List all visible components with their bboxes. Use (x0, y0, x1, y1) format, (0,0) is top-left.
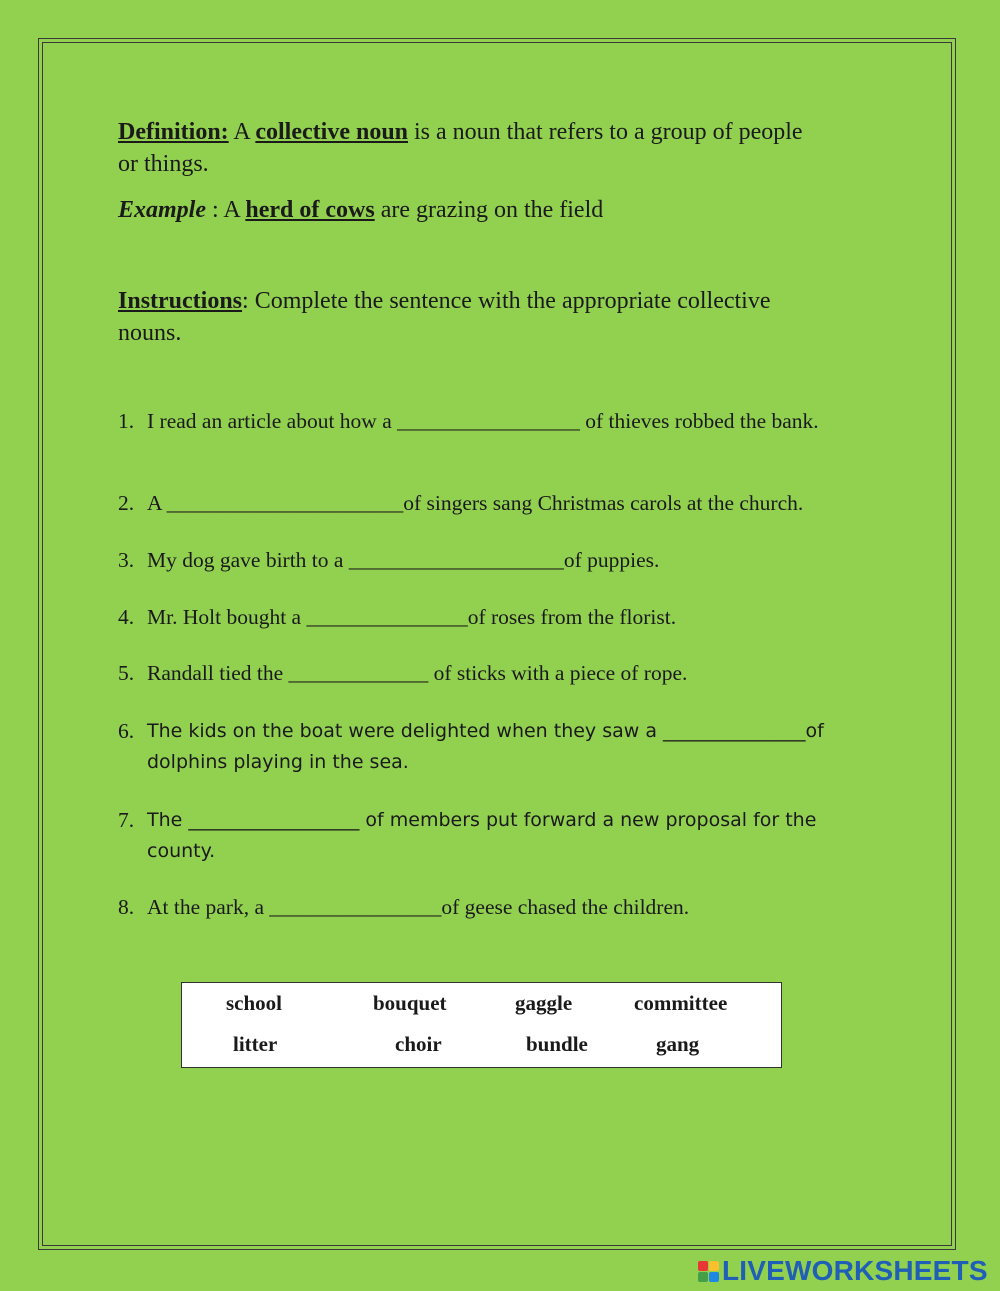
question-3 (118, 545, 888, 576)
definition-label: Definition: (118, 119, 229, 145)
question-number: 8. (118, 895, 135, 919)
definition-text: is a noun that refers to a group of people (408, 119, 803, 145)
word-bouquet: bouquet (373, 991, 447, 1015)
question-text[interactable]: Randall tied the _____________ of sticks with a piece of rope. (147, 661, 688, 685)
instructions-label: Instructions (118, 288, 243, 314)
word-school: school (226, 991, 283, 1015)
question-text[interactable] (147, 805, 888, 867)
word-bundle: bundle (526, 1032, 588, 1056)
question-text[interactable]: Mr. Holt bought a _______________of roses from the florist. (147, 605, 677, 629)
question-text[interactable]: A ______________________of singers sang Christmas carols at the church. (147, 491, 804, 515)
liveworksheets-logo[interactable] (698, 1256, 988, 1286)
word-gaggle: gaggle (515, 991, 573, 1015)
question-text[interactable]: I read an article about how a _________________ of thieves robbed the bank. (147, 409, 819, 433)
logo-mark-tile (698, 1261, 708, 1271)
example-pre: : A (206, 197, 246, 223)
logo-text: LIVEWORKSHEETS (722, 1255, 988, 1286)
instructions-text: : Complete the sentence with the appropriate collective (242, 288, 771, 314)
logo-mark-tile (709, 1261, 719, 1271)
question-number: 1. (118, 409, 135, 433)
question-6 (118, 716, 888, 778)
question-text-line2: dolphins playing in the sea. (147, 751, 409, 773)
question-text[interactable]: My dog gave birth to a ____________________of puppies. (147, 548, 660, 572)
logo-mark-icon (698, 1261, 719, 1282)
question-8 (118, 892, 888, 923)
example-rest: are grazing on the field (374, 197, 604, 223)
question-number: 2. (118, 491, 135, 515)
question-text-line1: The kids on the boat were delighted when they saw a _______________of (147, 720, 824, 742)
question-number: 3. (118, 548, 135, 572)
logo-mark-tile (709, 1272, 719, 1282)
question-text-line2: county. (147, 840, 216, 862)
word-committee: committee (634, 991, 728, 1015)
word-gang: gang (656, 1032, 700, 1056)
question-2 (118, 488, 888, 519)
logo-mark-tile (698, 1272, 708, 1282)
question-text-line1: The __________________ of members put forward a new proposal for the (147, 809, 817, 831)
example-phrase: herd of cows (245, 197, 375, 223)
question-1 (118, 406, 888, 437)
instructions-text-line2: nouns. (118, 320, 182, 346)
word-bank (181, 982, 782, 1068)
question-number: 5. (118, 661, 135, 685)
question-4 (118, 602, 888, 633)
question-number: 4. (118, 605, 135, 629)
question-number: 7. (118, 808, 135, 832)
definition-pre: A (228, 119, 256, 145)
example-paragraph (118, 194, 878, 226)
definition-paragraph (118, 116, 878, 180)
collective-noun-term: collective noun (255, 119, 409, 145)
question-5 (118, 658, 888, 689)
question-text[interactable]: At the park, a ________________of geese chased the children. (147, 895, 690, 919)
question-7 (118, 805, 888, 867)
definition-text-line2: or things. (118, 151, 209, 177)
word-choir: choir (395, 1032, 442, 1056)
example-label: Example (118, 197, 206, 223)
question-text[interactable] (147, 716, 888, 778)
word-litter: litter (233, 1032, 278, 1056)
question-number: 6. (118, 719, 135, 743)
instructions-paragraph (118, 285, 878, 349)
